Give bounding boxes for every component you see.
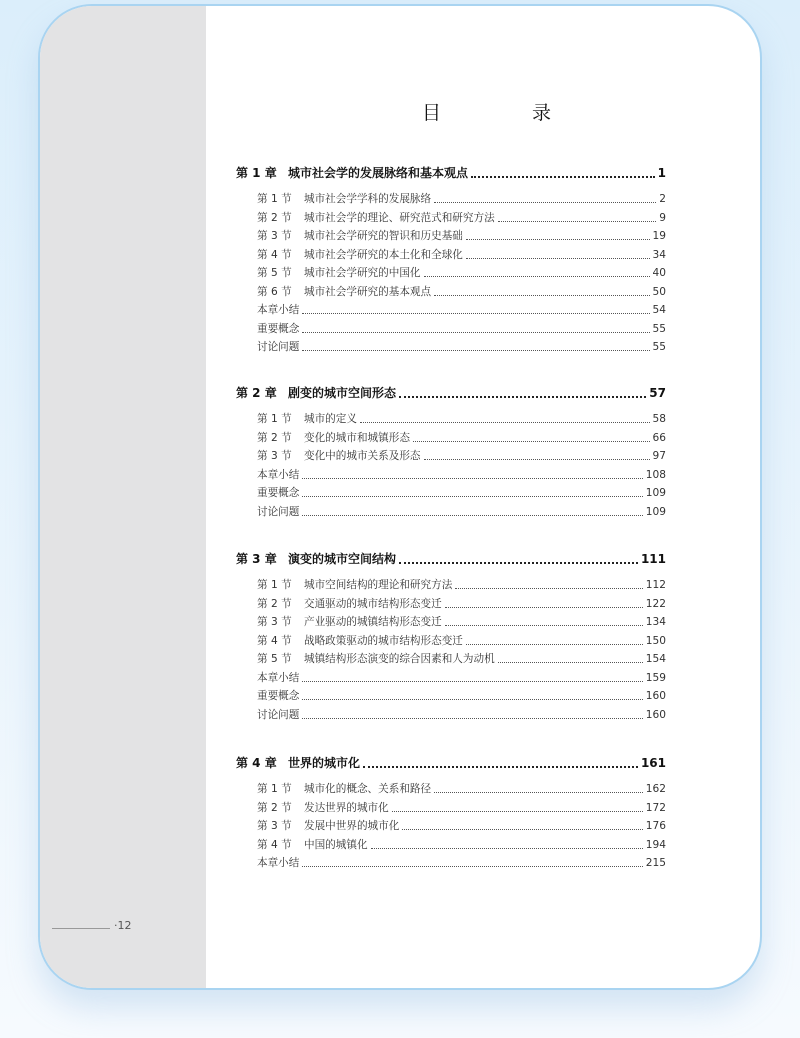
toc-section-row[interactable] xyxy=(236,320,666,338)
section-page-number: 176 xyxy=(645,820,666,832)
dot-leader xyxy=(424,458,650,460)
section-page-number: 172 xyxy=(645,801,666,814)
toc-section-row[interactable] xyxy=(236,817,666,835)
dot-leader xyxy=(399,561,638,564)
dot-leader xyxy=(371,847,643,849)
toc-section-row[interactable] xyxy=(236,484,666,502)
toc-section-row[interactable] xyxy=(236,836,666,854)
section-number: 第 5 节 xyxy=(257,267,292,279)
section-page-number: 2 xyxy=(659,193,666,205)
section-page-number: 160 xyxy=(645,690,666,702)
book-page xyxy=(38,4,762,990)
toc-section-row[interactable] xyxy=(236,429,666,447)
dot-leader xyxy=(360,421,650,423)
section-page-number: 112 xyxy=(645,579,666,591)
toc-section-row[interactable] xyxy=(236,209,666,227)
dot-leader xyxy=(424,275,650,277)
section-title: 城市社会学学科的发展脉络 xyxy=(304,193,432,205)
section-page-number: 58 xyxy=(652,413,666,425)
section-number: 第 3 节 xyxy=(257,230,292,242)
section-title: 城市空间结构的理论和研究方法 xyxy=(304,579,453,591)
section-title: 城市社会学研究的基本观点 xyxy=(304,285,432,298)
page-number: ·12 xyxy=(114,919,132,932)
section-title: 城市社会学研究的中国化 xyxy=(304,267,421,279)
section-title: 城市社会学研究的本土化和全球化 xyxy=(304,248,463,261)
section-page-number: 215 xyxy=(645,857,666,869)
section-page-number: 50 xyxy=(652,285,666,298)
dot-leader xyxy=(455,587,642,589)
chapter-title: 世界的城市化 xyxy=(288,756,361,770)
dot-leader xyxy=(399,395,646,398)
section-page-number: 160 xyxy=(645,708,666,721)
section-title: 变化的城市和城镇形态 xyxy=(304,431,410,444)
dot-leader xyxy=(434,791,643,793)
section-page-number: 150 xyxy=(645,634,666,647)
section-title: 本章小结 xyxy=(257,671,300,684)
dot-leader xyxy=(434,294,649,296)
section-title: 变化中的城市关系及形态 xyxy=(304,450,421,462)
section-title: 重要概念 xyxy=(257,690,300,702)
dot-leader xyxy=(402,828,642,830)
toc-section-row[interactable] xyxy=(236,706,666,724)
chapter-page-number: 161 xyxy=(640,756,666,770)
chapter-page-number: 1 xyxy=(657,166,666,180)
section-title: 城市的定义 xyxy=(304,413,357,425)
toc-chapter-row[interactable] xyxy=(236,164,666,182)
section-number: 第 1 节 xyxy=(257,783,292,795)
dot-leader xyxy=(302,514,642,516)
section-page-number: 194 xyxy=(645,838,666,851)
toc-section-row[interactable] xyxy=(236,264,666,282)
section-page-number: 109 xyxy=(645,505,666,518)
section-title: 讨论问题 xyxy=(257,341,300,353)
dot-leader xyxy=(392,810,643,812)
section-title: 发展中世界的城市化 xyxy=(304,820,400,832)
dot-leader xyxy=(302,680,642,682)
page-margin-band xyxy=(40,6,206,988)
section-page-number: 122 xyxy=(645,597,666,610)
section-number: 第 4 节 xyxy=(257,248,292,261)
section-title: 本章小结 xyxy=(257,468,300,481)
section-number: 第 6 节 xyxy=(257,285,292,298)
section-title: 战略政策驱动的城市结构形态变迁 xyxy=(304,634,463,647)
section-title: 城市化的概念、关系和路径 xyxy=(304,783,432,795)
dot-leader xyxy=(302,331,649,333)
section-page-number: 55 xyxy=(652,322,666,335)
toc-section-row[interactable] xyxy=(236,595,666,613)
toc-section-row[interactable] xyxy=(236,447,666,465)
page-title: 目 录 xyxy=(422,102,588,124)
toc-section-row[interactable] xyxy=(236,190,666,208)
section-page-number: 9 xyxy=(659,211,666,224)
chapter-page-number: 57 xyxy=(649,386,666,400)
chapter-number: 第 2 章 xyxy=(236,386,277,400)
section-page-number: 19 xyxy=(652,230,666,242)
dot-leader xyxy=(302,312,649,314)
toc-section-row[interactable] xyxy=(236,466,666,484)
toc-section-row[interactable] xyxy=(236,854,666,872)
dot-leader xyxy=(471,175,655,178)
section-page-number: 66 xyxy=(652,431,666,444)
dot-leader xyxy=(302,698,642,700)
dot-leader xyxy=(445,624,643,626)
toc-section-row[interactable] xyxy=(236,246,666,264)
dot-leader xyxy=(434,201,656,203)
section-number: 第 3 节 xyxy=(257,820,292,832)
dot-leader xyxy=(445,606,643,608)
section-number: 第 2 节 xyxy=(257,211,292,224)
section-page-number: 108 xyxy=(645,468,666,481)
toc-section-row[interactable] xyxy=(236,799,666,817)
section-number: 第 2 节 xyxy=(257,597,292,610)
toc-section-row[interactable] xyxy=(236,503,666,521)
chapter-number: 第 4 章 xyxy=(236,756,277,770)
toc-section-row[interactable] xyxy=(236,687,666,705)
toc-section-row[interactable] xyxy=(236,227,666,245)
dot-leader xyxy=(302,865,642,867)
toc-section-row[interactable] xyxy=(236,613,666,631)
dot-leader xyxy=(302,495,642,497)
dot-leader xyxy=(302,717,642,719)
section-title: 重要概念 xyxy=(257,487,300,499)
section-title: 讨论问题 xyxy=(257,505,300,518)
section-title: 本章小结 xyxy=(257,304,300,316)
toc-chapter-row[interactable] xyxy=(236,754,666,772)
section-number: 第 1 节 xyxy=(257,193,292,205)
section-title: 城镇结构形态演变的综合因素和人为动机 xyxy=(304,653,495,665)
section-number: 第 2 节 xyxy=(257,431,292,444)
section-number: 第 1 节 xyxy=(257,413,292,425)
section-title: 城市社会学研究的智识和历史基础 xyxy=(304,230,463,242)
section-page-number: 162 xyxy=(645,783,666,795)
dot-leader xyxy=(302,477,642,479)
dot-leader xyxy=(413,440,650,442)
section-number: 第 3 节 xyxy=(257,616,292,628)
toc-section-row[interactable] xyxy=(236,650,666,668)
dot-leader xyxy=(498,661,643,663)
section-page-number: 109 xyxy=(645,487,666,499)
chapter-number: 第 1 章 xyxy=(236,166,277,180)
section-page-number: 55 xyxy=(652,341,666,353)
section-title: 本章小结 xyxy=(257,857,300,869)
section-page-number: 97 xyxy=(652,450,666,462)
toc-section-row[interactable] xyxy=(236,576,666,594)
section-title: 发达世界的城市化 xyxy=(304,801,389,814)
toc-section-row[interactable] xyxy=(236,283,666,301)
dot-leader xyxy=(466,257,650,259)
section-page-number: 154 xyxy=(645,653,666,665)
section-number: 第 4 节 xyxy=(257,838,292,851)
dot-leader xyxy=(498,220,657,222)
section-number: 第 4 节 xyxy=(257,634,292,647)
dot-leader xyxy=(466,238,650,240)
chapter-page-number: 111 xyxy=(640,552,666,566)
section-title: 交通驱动的城市结构形态变迁 xyxy=(304,597,442,610)
footer-rule xyxy=(52,928,110,929)
section-number: 第 3 节 xyxy=(257,450,292,462)
section-title: 产业驱动的城镇结构形态变迁 xyxy=(304,616,442,628)
section-page-number: 134 xyxy=(645,616,666,628)
toc-section-row[interactable] xyxy=(236,632,666,650)
section-number: 第 2 节 xyxy=(257,801,292,814)
section-number: 第 1 节 xyxy=(257,579,292,591)
chapter-title: 演变的城市空间结构 xyxy=(288,552,397,566)
toc-section-row[interactable] xyxy=(236,301,666,319)
section-title: 城市社会学的理论、研究范式和研究方法 xyxy=(304,211,495,224)
toc-section-row[interactable] xyxy=(236,669,666,687)
toc-section-row[interactable] xyxy=(236,410,666,428)
section-page-number: 34 xyxy=(652,248,666,261)
dot-leader xyxy=(363,765,638,768)
dot-leader xyxy=(302,349,649,351)
chapter-title: 剧变的城市空间形态 xyxy=(288,386,397,400)
toc-section-row[interactable] xyxy=(236,338,666,356)
section-page-number: 54 xyxy=(652,304,666,316)
section-number: 第 5 节 xyxy=(257,653,292,665)
section-page-number: 40 xyxy=(652,267,666,279)
section-title: 中国的城镇化 xyxy=(304,838,368,851)
section-title: 重要概念 xyxy=(257,322,300,335)
toc-chapter-row[interactable] xyxy=(236,384,666,402)
toc-chapter-row[interactable] xyxy=(236,550,666,568)
chapter-title: 城市社会学的发展脉络和基本观点 xyxy=(288,166,469,180)
dot-leader xyxy=(466,643,643,645)
section-title: 讨论问题 xyxy=(257,708,300,721)
toc-section-row[interactable] xyxy=(236,780,666,798)
chapter-number: 第 3 章 xyxy=(236,552,277,566)
section-page-number: 159 xyxy=(645,671,666,684)
